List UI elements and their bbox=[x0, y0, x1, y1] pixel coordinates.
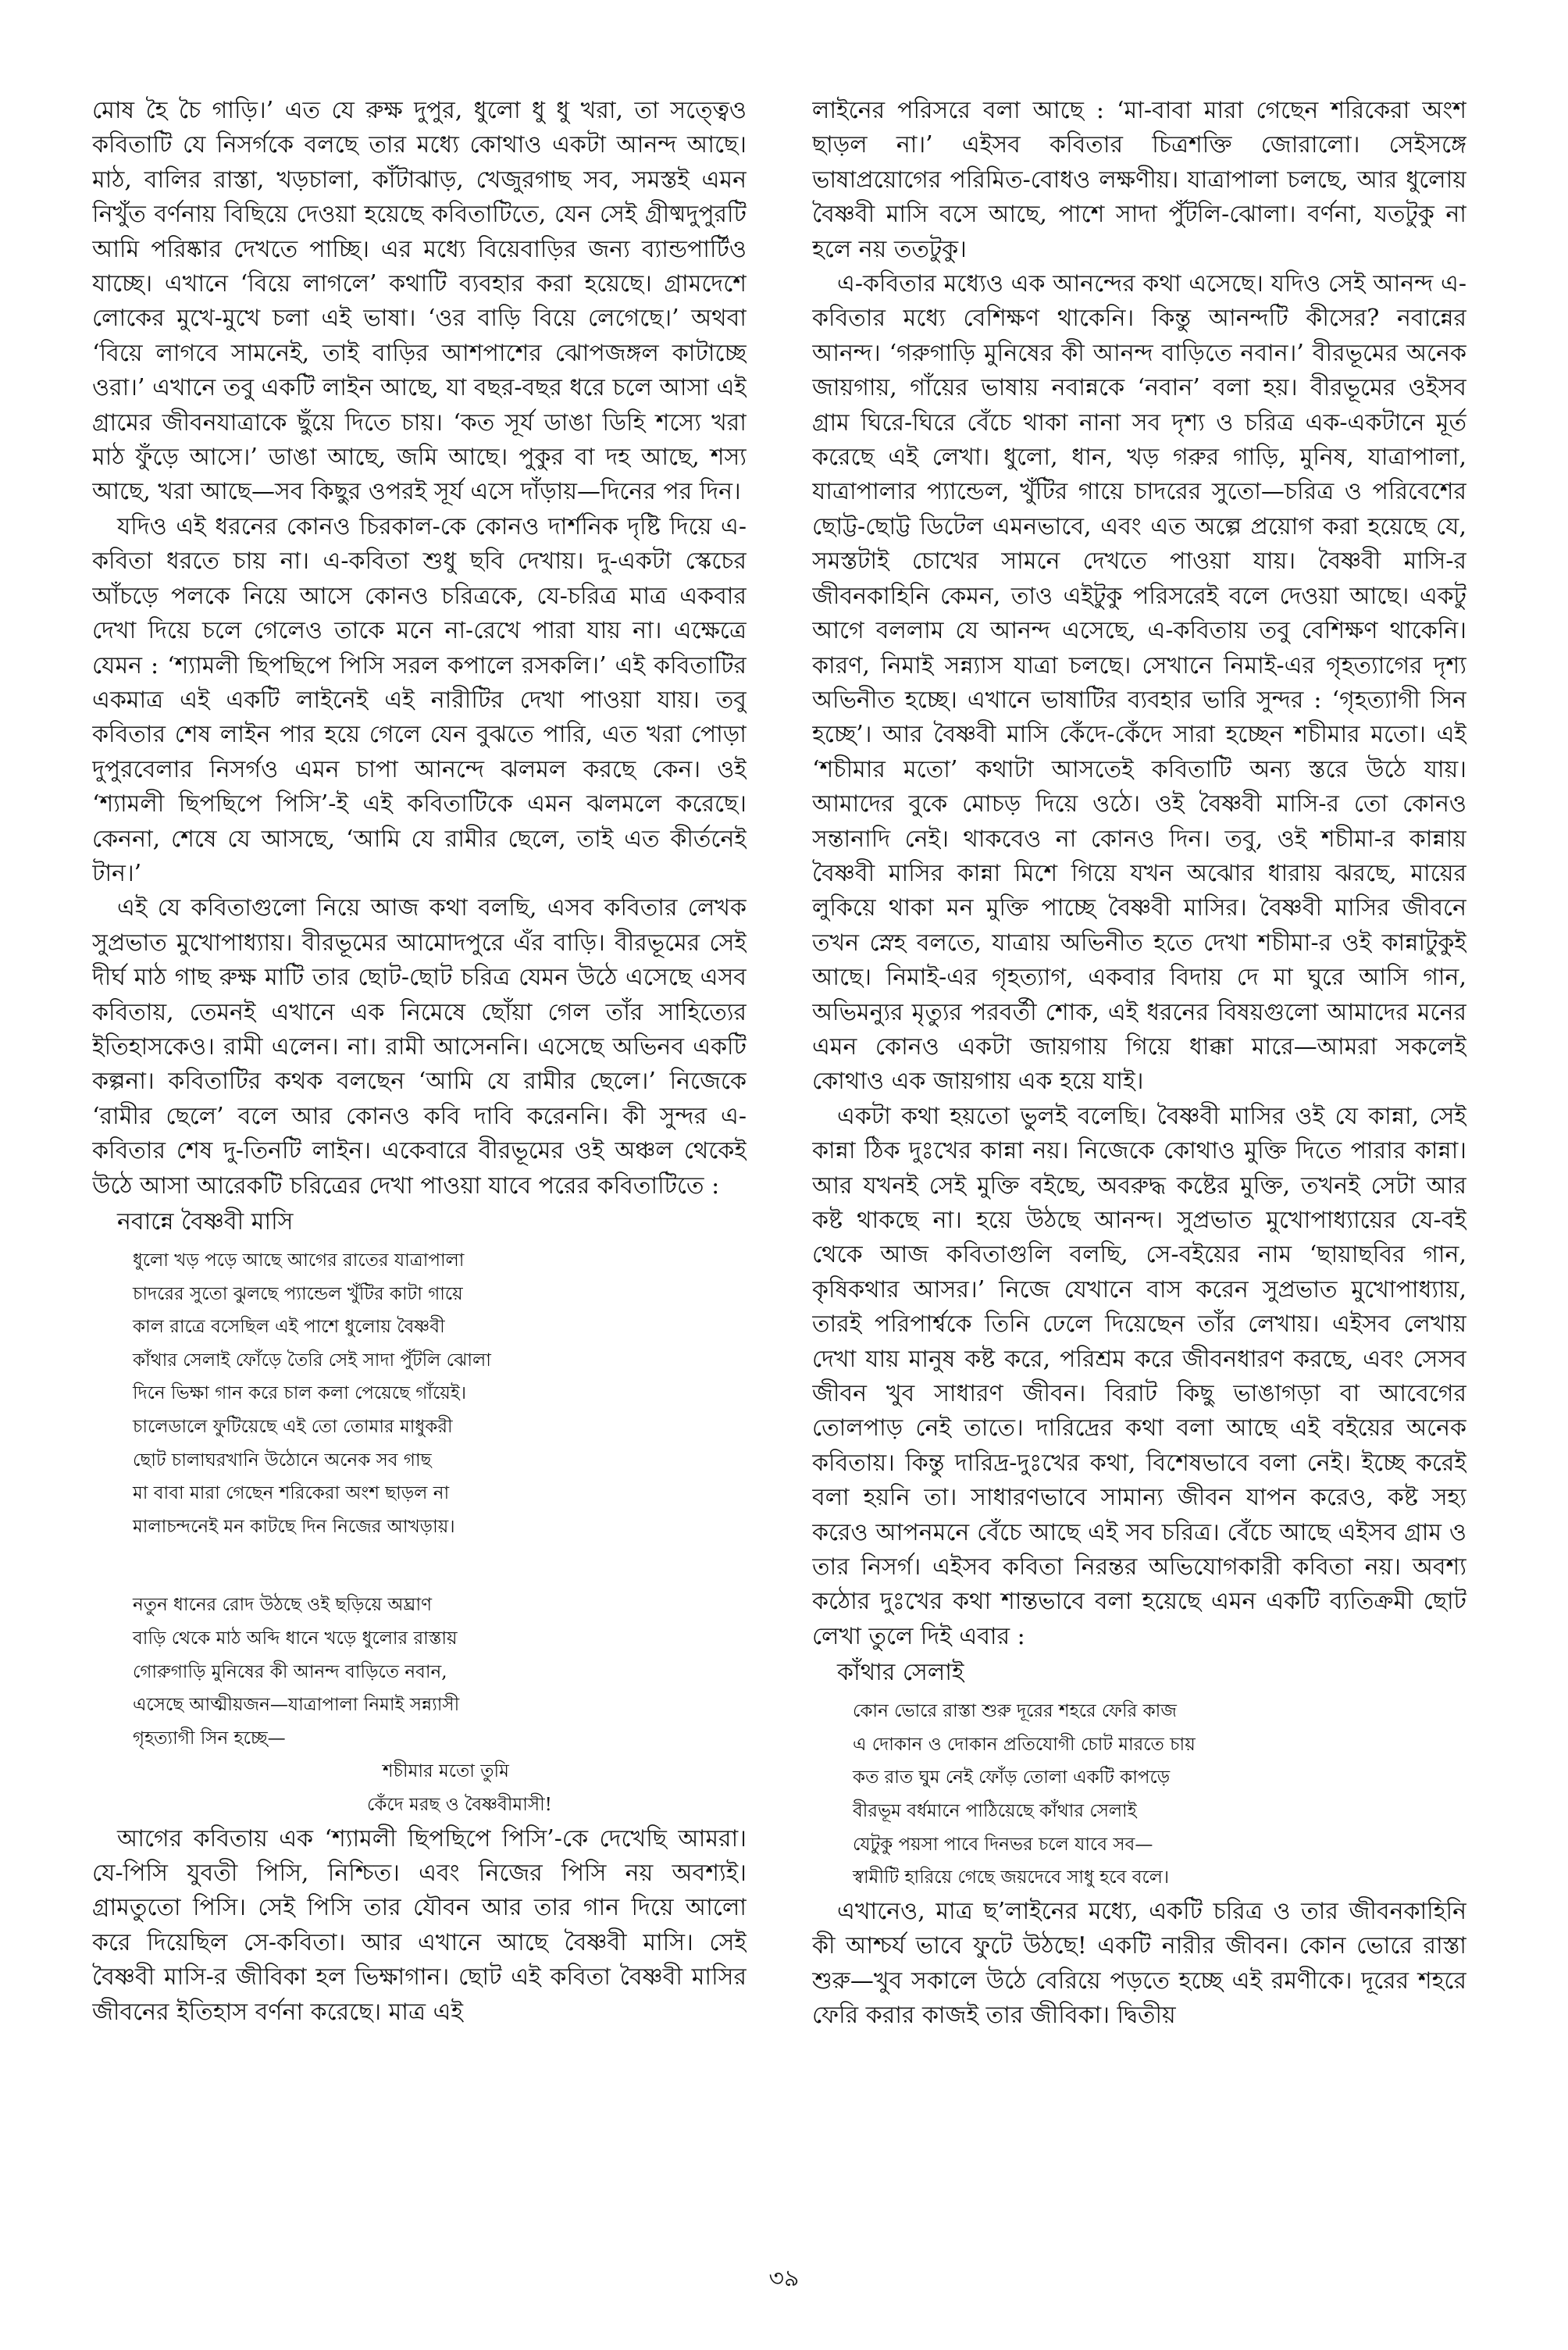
poem-line: কত রাত ঘুম নেই ফোঁড় তোলা একটি কাপড়ে bbox=[853, 1767, 1171, 1788]
right-paragraph-3: একটা কথা হয়তো ভুলই বলেছি। বৈষ্ণবী মাসির ওই যে কান্না, সেই কান্না ঠিক দুঃখের কান্না নয়। নিজেকে কোথাও মুক্তি দিতে পারার কান্না। আর যখনই সেই মুক্তি বইছে, অবরুদ্ধ কষ্টের মুক্তি, তখনই সেটা আর কষ্ট থাকছে না। হয়ে উঠছে আনন্দ। সুপ্রভাত মুখোপাধ্যায়ের যে-বই থেকে আজ কবিতাগুলি বলছি, সে-বইয়ের নাম ‘ছায়াছবির গান, কৃষিকথার আসর।’ নিজে যেখানে বাস করেন সুপ্রভাত মুখোপাধ্যায়, তারই পরিপার্শ্বকে তিনি ঢেলে দিয়েছেন তাঁর লেখায়। এইসব লেখায় দেখা যায় মানুষ কষ্ট করে, পরিশ্রম করে জীবনধারণ করছে, এবং সেসব জীবন খুব সাধারণ জীবন। বিরাট কিছু ভাঙাগড়া বা আবেগের তোলপাড় নেই তাতে। দারিদ্রের কথা বলা আছে এই বইয়ের অনেক কবিতায়। কিন্তু দারিদ্র-দুঃখের কথা, বিশেষভাবে বলা নেই। ইচ্ছে করেই বলা হয়নি তা। সাধারণভাবে সামান্য জীবন যাপন করেও, কষ্ট সহ্য করেও আপনমনে বেঁচে আছে এই সব চরিত্র। বেঁচে আছে এইসব গ্রাম ও তার নিসর্গ। এইসব কবিতা নিরন্তর অভিযোগকারী কবিতা নয়। অবশ্য কঠোর দুঃখের কথা শান্তভাবে বলা হয়েছে এমন একটি ব্যতিক্রমী ছোট লেখা তুলে দিই এবার : bbox=[812, 1102, 1466, 1650]
poem-line: বীরভূম বর্ধমানে পাঠিয়েছে কাঁথার সেলাই bbox=[853, 1801, 1137, 1822]
poem-line: যেটুকু পয়সা পাবে দিনভর চলে যাবে সব— bbox=[853, 1834, 1153, 1855]
left-column bbox=[92, 94, 747, 2030]
poem-line: গোরুগাড়ি মুনিষের কী আনন্দ বাড়িতে নবান, bbox=[133, 1661, 447, 1682]
poem-line: কোন ভোরে রাস্তা শুরু দূরের শহরে ফেরি কাজ bbox=[853, 1701, 1177, 1722]
stanza-break bbox=[133, 1543, 747, 1589]
poem-line: এসেছে আত্মীয়জন—যাত্রাপালা নিমাই সন্ন্যাসী bbox=[133, 1695, 460, 1716]
page-number: ৩৯ bbox=[768, 2265, 800, 2292]
poem-line: বাড়ি থেকে মাঠ অব্দি ধানে খড়ে ধুলোর রাস্তায় bbox=[133, 1628, 458, 1649]
poem-line: ছোট চালাঘরখানি উঠোনে অনেক সব গাছ bbox=[133, 1450, 432, 1471]
poem-line: গৃহত্যাগী সিন হচ্ছে— bbox=[133, 1728, 286, 1749]
poem-line: এ দোকান ও দোকান প্রতিযোগী চোট মারতে চায় bbox=[853, 1734, 1196, 1755]
poem-line: চাদরের সুতো ঝুলছে প্যান্ডেল খুঁটির কাটা গায়ে bbox=[133, 1283, 463, 1304]
poem-line: কাল রাত্রে বসেছিল এই পাশে ধুলোয় বৈষ্ণবী bbox=[133, 1317, 445, 1338]
poem-nabanne bbox=[133, 1244, 747, 1822]
right-paragraph-4: এখানেও, মাত্র ছ’লাইনের মধ্যে, একটি চরিত্র ও তার জীবনকাহিনি কী আশ্চর্য ভাবে ফুটে উঠছে! একটি নারীর জীবন। কোন ভোরে রাস্তা শুরু—খুব সকালে উঠে বেরিয়ে পড়তে হচ্ছে এই রমণীকে। দূরের শহরে ফেরি করার কাজই তার জীবিকা। দ্বিতীয় bbox=[812, 1897, 1466, 2030]
poem-title-nabanne: নবান্নে বৈষ্ণবী মাসি bbox=[117, 1208, 294, 1236]
poem-line: চালেডালে ফুটিয়েছে এই তো তোমার মাধুকরী bbox=[133, 1416, 453, 1437]
poem-line: শচীমার মতো তুমি bbox=[383, 1761, 509, 1782]
right-paragraph-1: লাইনের পরিসরে বলা আছে : ‘মা-বাবা মারা গেছেন শরিকেরা অংশ ছাড়ল না।’ এইসব কবিতার চিত্রশক্তি জোরালো। সেইসঙ্গে ভাষাপ্রয়োগের পরিমিত-বোধও লক্ষণীয়। যাত্রাপালা চলছে, আর ধুলোয় বৈষ্ণবী মাসি বসে আছে, পাশে সাদা পুঁটলি-ঝোলা। বর্ণনা, যতটুকু না হলে নয় ততটুকু। bbox=[812, 97, 1466, 263]
left-paragraph-2: যদিও এই ধরনের কোনও চিরকাল-কে কোনও দার্শনিক দৃষ্টি দিয়ে এ-কবিতা ধরতে চায় না। এ-কবিতা শুধু ছবি দেখায়। দু-একটা স্কেচের আঁচড়ে পলকে নিয়ে আসে কোনও চরিত্রকে, যে-চরিত্র মাত্র একবার দেখা দিয়ে চলে গেলেও তাকে মনে না-রেখে পারা যায় না। এক্ষেত্রে যেমন : ‘শ্যামলী ছিপছিপে পিসি সরল কপালে রসকলি।’ এই কবিতাটির একমাত্র এই একটি লাইনেই এই নারীটির দেখা পাওয়া যায়। তবু কবিতার শেষ লাইন পার হয়ে গেলে যেন বুঝতে পারি, এত খরা পোড়া দুপুরবেলার নিসর্গও এমন চাপা আনন্দে ঝলমল করছে কেন। ওই ‘শ্যামলী ছিপছিপে পিসি’-ই এই কবিতাটিকে এমন ঝলমলে করেছে। কেননা, শেষে যে আসছে, ‘আমি যে রামীর ছেলে, তাই এত কীর্তনেই টান।’ bbox=[92, 512, 747, 887]
left-paragraph-1: মোষ হৈ চৈ গাড়ি।’ এত যে রুক্ষ দুপুর, ধুলো ধু ধু খরা, তা সত্ত্বেও কবিতাটি যে নিসর্গকে বলছে তার মধ্যে কোথাও একটা আনন্দ আছে। মাঠ, বালির রাস্তা, খড়চালা, কাঁটাঝাড়, খেজুরগাছ সব, সমস্তই এমন নিখুঁত বর্ণনায় বিছিয়ে দেওয়া হয়েছে কবিতাটিতে, যেন সেই গ্রীষ্মদুপুরটি আমি পরিষ্কার দেখতে পাচ্ছি। এর মধ্যে বিয়েবাড়ির জন্য ব্যান্ডপার্টিও যাচ্ছে। এখানে ‘বিয়ে লাগলে’ কথাটি ব্যবহার করা হয়েছে। গ্রামদেশে লোকের মুখে-মুখে চলা এই ভাষা। ‘ওর বাড়ি বিয়ে লেগেছে।’ অথবা ‘বিয়ে লাগবে সামনেই, তাই বাড়ির আশপাশের ঝোপজঙ্গল কাটাচ্ছে ওরা।’ এখানে তবু একটি লাইন আছে, যা বছর-বছর ধরে চলে আসা এই গ্রামের জীবনযাত্রাকে ছুঁয়ে দিতে চায়। ‘কত সূর্য ডাঙা ডিহি শস্যে খরা মাঠ ফুঁড়ে আসে।’ ডাঙা আছে, জমি আছে। পুকুর বা দহ আছে, শস্য আছে, খরা আছে—সব কিছুর ওপরই সূর্য এসে দাঁড়ায়—দিনের পর দিন। bbox=[92, 97, 747, 506]
poem-line: কেঁদে মরছ ও বৈষ্ণবীমাসী! bbox=[367, 1794, 552, 1815]
poem-line: দিনে ভিক্ষা গান করে চাল কলা পেয়েছে গাঁয়েই। bbox=[133, 1383, 467, 1404]
right-column bbox=[812, 94, 1466, 2033]
poem-line: মালাচন্দনেই মন কাটছে দিন নিজের আখড়ায়। bbox=[133, 1516, 455, 1537]
poem-line: মা বাবা মারা গেছেন শরিকেরা অংশ ছাড়ল না bbox=[133, 1483, 450, 1504]
left-paragraph-3: এই যে কবিতাগুলো নিয়ে আজ কথা বলছি, এসব কবিতার লেখক সুপ্রভাত মুখোপাধ্যায়। বীরভূমের আমোদপুরে এঁর বাড়ি। বীরভূমের সেই দীর্ঘ মাঠ গাছ রুক্ষ মাটি তার ছোট-ছোট চরিত্র যেমন উঠে এসেছে এসব কবিতায়, তেমনই এখানে এক নিমেষে ছোঁয়া গেল তাঁর সাহিত্যের ইতিহাসকেও। রামী এলেন। না। রামী আসেননি। এসেছে অভিনব একটি কল্পনা। কবিতাটির কথক বলছেন ‘আমি যে রামীর ছেলে।’ নিজেকে ‘রামীর ছেলে’ বলে আর কোনও কবি দাবি করেননি। কী সুন্দর এ-কবিতার শেষ দু-তিনটি লাইন। একেবারে বীরভূমের ওই অঞ্চল থেকেই উঠে আসা আরেকটি চরিত্রের দেখা পাওয়া যাবে পরের কবিতাটিতে : bbox=[92, 894, 747, 1200]
right-paragraph-2: এ-কবিতার মধ্যেও এক আনন্দের কথা এসেছে। যদিও সেই আনন্দ এ-কবিতার মধ্যে বেশিক্ষণ থাকেনি। কিন্তু আনন্দটি কীসের? নবান্নের আনন্দ। ‘গরুগাড়ি মুনিষের কী আনন্দ বাড়িতে নবান।’ বীরভূমের অনেক জায়গায়, গাঁয়ের ভাষায় নবান্নকে ‘নবান’ বলা হয়। বীরভূমের ওইসব গ্রাম ঘিরে-ঘিরে বেঁচে থাকা নানা সব দৃশ্য ও চরিত্র এক-একটানে মূর্ত করেছে এই লেখা। ধুলো, ধান, খড় গরুর গাড়ি, মুনিষ, যাত্রাপালা, যাত্রাপালার প্যান্ডেল, খুঁটির গায়ে চাদরের সুতো—চরিত্র ও পরিবেশের ছোট্ট-ছোট্ট ডিটেল এমনভাবে, এবং এত অল্পে প্রয়োগ করা হয়েছে যে, সমস্তটাই চোখের সামনে দেখতে পাওয়া যায়। বৈষ্ণবী মাসি-র জীবনকাহিনি কেমন, তাও এইটুকু পরিসরেই বলে দেওয়া আছে। একটু আগে বললাম যে আনন্দ এসেছে, এ-কবিতায় তবু বেশিক্ষণ থাকেনি। কারণ, নিমাই সন্ন্যাস যাত্রা চলছে। সেখানে নিমাই-এর গৃহত্যাগের দৃশ্য অভিনীত হচ্ছে। এখানে ভাষাটির ব্যবহার ভারি সুন্দর : ‘গৃহত্যাগী সিন হচ্ছে’। আর বৈষ্ণবী মাসি কেঁদে-কেঁদে সারা হচ্ছেন শচীমার মতো। এই ‘শচীমার মতো’ কথাটা আসতেই কবিতাটি অন্য স্তরে উঠে যায়। আমাদের বুকে মোচড় দিয়ে ওঠে। ওই বৈষ্ণবী মাসি-র তো কোনও সন্তানাদি নেই। থাকবেও না কোনও দিন। তবু, ওই শচীমা-র কান্নায় বৈষ্ণবী মাসির কান্না মিশে গিয়ে যখন অঝোর ধারায় ঝরছে, মায়ের লুকিয়ে থাকা মন মুক্তি পাচ্ছে বৈষ্ণবী মাসির। বৈষ্ণবী মাসির জীবনে তখন স্নেহ বলতে, যাত্রায় অভিনীত হতে দেখা শচীমা-র ওই কান্নাটুকুই আছে। নিমাই-এর গৃহত্যাগ, একবার বিদায় দে মা ঘুরে আসি গান, অভিমন্যুর মৃত্যুর পরবর্তী শোক, এই ধরনের বিষয়গুলো আমাদের মনের এমন কোনও একটা জায়গায় গিয়ে ধাক্কা মারে—আমরা সকলেই কোথাও এক জায়গায় এক হয়ে যাই। bbox=[812, 270, 1466, 1096]
poem-line: স্বামীটি হারিয়ে গেছে জয়দেবে সাধু হবে বলে। bbox=[853, 1867, 1170, 1888]
poem-kanthar-selai bbox=[853, 1695, 1466, 1895]
poem-line: কাঁথার সেলাই ফোঁড়ে তৈরি সেই সাদা পুঁটলি ঝোলা bbox=[133, 1350, 491, 1371]
poem-line: নতুন ধানের রোদ উঠছে ওই ছড়িয়ে অঘ্রাণ bbox=[133, 1595, 433, 1616]
poem-line: ধুলো খড় পড়ে আছে আগের রাতের যাত্রাপালা bbox=[133, 1250, 465, 1271]
poem-title-kanthar-selai: কাঁথার সেলাই bbox=[837, 1659, 964, 1687]
left-paragraph-4: আগের কবিতায় এক ‘শ্যামলী ছিপছিপে পিসি’-কে দেখেছি আমরা। যে-পিসি যুবতী পিসি, নিশ্চিত। এবং নিজের পিসি নয় অবশ্যই। গ্রামতুতো পিসি। সেই পিসি তার যৌবন আর তার গান দিয়ে আলো করে দিয়েছিল সে-কবিতা। আর এখানে আছে বৈষ্ণবী মাসি। সেই বৈষ্ণবী মাসি-র জীবিকা হল ভিক্ষাগান। ছোট এই কবিতা বৈষ্ণবী মাসির জীবনের ইতিহাস বর্ণনা করেছে। মাত্র এই bbox=[92, 1824, 747, 2026]
